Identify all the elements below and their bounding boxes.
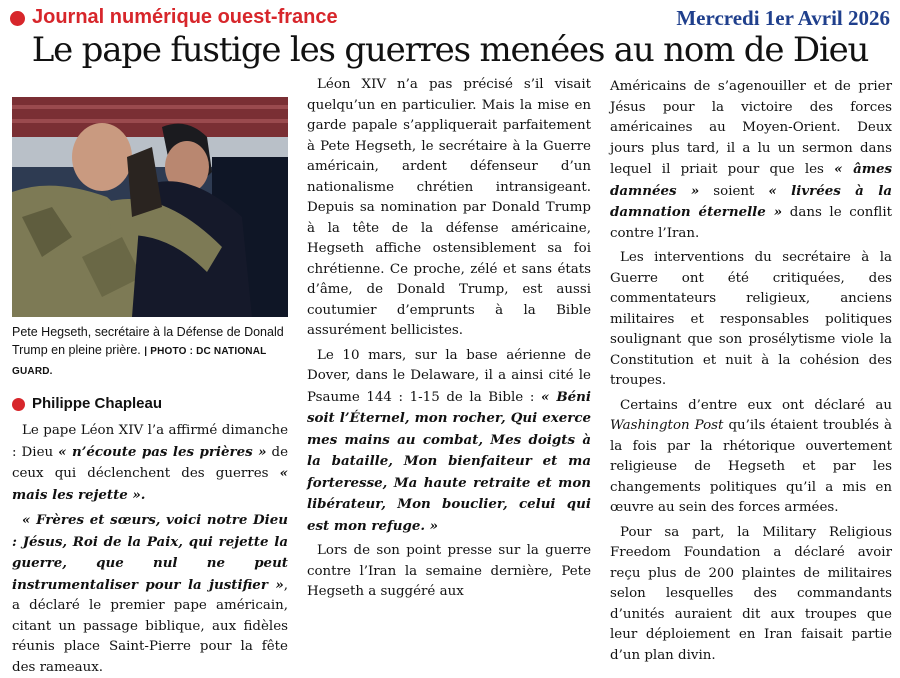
caption-text: Pete Hegseth, secrétaire à la Défense de Donald Trump en pleine prière. [12,325,284,357]
quote: « Frères et sœurs, voici notre Dieu : Jésus, Roi de la Paix, qui rejette la guerre, que nul ne peut instrumentaliser pour la justifier » [12,512,288,593]
paragraph-continued [610,77,892,244]
paragraph [12,421,288,506]
masthead [10,6,890,32]
quote: « livrées à la damnation éternelle » [610,182,892,220]
author-name: Philippe Chapleau [32,395,163,412]
source-bullet-icon [10,11,25,26]
publication-date: Mercredi 1er Avril 2026 [676,6,890,30]
text-run: dans le conflit contre l’Iran. [610,205,893,241]
paragraph: Léon XIV n’a pas précisé s’il visait quelqu’un en particulier. Mais la mise en garde papale s’appliquerait parfaitement à Pete Hegseth, le secrétaire à la Guerre américain, ardent défenseur d’un nationalisme chrétien intransigeant. Depuis sa nomination par Donald Trump à la tête de la défense américaine, Hegseth affiche ostensiblement sa foi chrétienne. Ce proche, zélé et sans états d’âme, de Donald Trump, est aussi coutumier d’emprunts à la Bible assurément bellicistes. [307,77,591,338]
byline-bullet-icon [12,398,25,411]
headline: Le pape fustige les guerres menées au nom de Dieu [31,30,869,70]
paragraph: Les interventions du secrétaire à la Guerre ont été critiquées, des commentateurs religieux, anciens militaires et responsables politiques soulignant que son prosélytisme viole la Constitution et nuit à la cohésion des troupes. [610,250,892,388]
paragraph [12,510,288,678]
article-column-1 [12,421,288,678]
paragraph: Pour sa part, la Military Religious Freedom Foundation a déclaré avoir reçu plus de 200 plaintes de militaires selon lesquelles des commandants d’unités auraient dit aux troupes que leur déploiement en Iran faisait partie d’un plan divin. [610,524,892,663]
source-name: Journal numérique ouest-france [32,6,338,28]
quote: « n’écoute pas les prières » [58,443,267,460]
text-run: Lors de son point presse sur la guerre contre l’Iran la semaine dernière, Pete Hegseth a suggéré aux [307,543,591,599]
photo-caption [12,323,288,381]
text-run: de ceux qui déclenchent des guerres [12,444,288,481]
text-run: Américains de s’agenouiller et de prier Jésus pour la victoire des forces américaines au Moyen-Orient. Deux jours plus tard, il a lu un sermon dans lequel il priait pour que les [610,79,892,177]
quote: « mais les rejette ». [12,465,288,503]
paragraph [307,541,591,603]
text-run: qu’ils étaient troublés à la fois par la rhétorique ouvertement religieuse de Hegseth et par les changements politiques qu’il a mis en œuvre au sein des forces armées. [610,418,892,515]
article-photo [12,97,288,317]
article-column-3 [610,77,892,666]
text-run: , a déclaré le premier pape américain, citant un passage biblique, aux fidèles réunis place Saint-Pierre pour la fête des rameaux. [12,577,288,675]
text-run: Certains d’entre eux ont déclaré au [620,397,892,413]
byline [12,395,288,415]
article-column-2 [307,75,591,603]
text-run: Le pape Léon XIV l’a affirmé dimanche : Dieu [12,423,288,460]
quote: « âmes damnées » [610,161,892,199]
publication-name: Washington Post [610,418,724,433]
text-run: soient [699,183,769,199]
photo-credit: | PHOTO : DC NATIONAL GUARD. [12,346,267,377]
text-run: Le 10 mars, sur la base aérienne de Dover, dans le Delaware, il a ainsi cité le Psaume 144 : 1-15 de la Bible : [307,347,591,405]
paragraph [610,396,892,519]
quote: « Béni soit l’Éternel, mon rocher, Qui exerce mes mains au combat, Mes doigts à la bataille, Mon bienfaiteur et ma forteresse, Ma haute retraite et mon libérateur, Mon bouclier, celui qui est mon refuge. » [307,388,591,534]
praying-men-image [12,97,288,317]
paragraph [307,346,591,538]
